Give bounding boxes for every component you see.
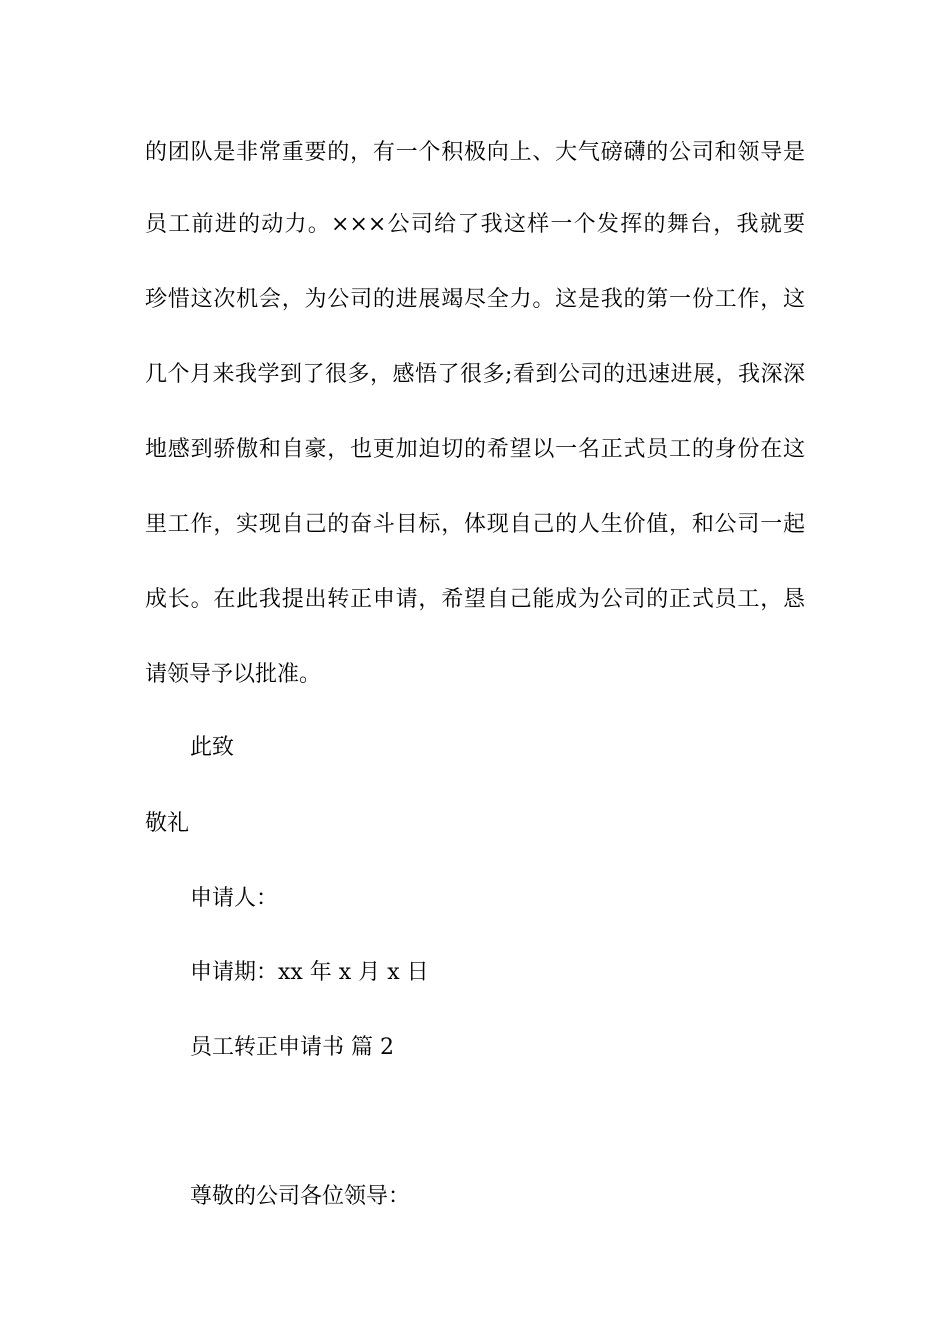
body-line-8: 请领导予以批准。: [145, 662, 322, 687]
body-line-6: 里工作，实现自己的奋斗目标，体现自己的人生价值，和公司一起: [145, 512, 805, 537]
closing-jingli: 敬礼: [145, 811, 190, 836]
body-line-3: 珍惜这次机会，为公司的进展竭尽全力。这是我的第一份工作，这: [145, 287, 805, 312]
body-line-4: 几个月来我学到了很多，感悟了很多;看到公司的迅速进展，我深深: [145, 362, 805, 387]
applicant-label: 申请人：: [190, 886, 279, 911]
closing-cizhi: 此致: [190, 735, 235, 760]
section-title: 员工转正申请书 篇 2: [190, 1035, 394, 1060]
body-line-1: 的团队是非常重要的，有一个积极向上、大气磅礴的公司和领导是: [145, 140, 805, 165]
body-line-5: 地感到骄傲和自豪，也更加迫切的希望以一名正式员工的身份在这: [145, 437, 805, 462]
body-line-7: 成长。在此我提出转正申请，希望自己能成为公司的正式员工，恳: [145, 587, 805, 612]
salutation: 尊敬的公司各位领导：: [190, 1184, 411, 1209]
body-line-2: 员工前进的动力。×××公司给了我这样一个发挥的舞台，我就要: [145, 212, 805, 237]
application-date: 申请期：xx 年 x 月 x 日: [190, 960, 429, 985]
